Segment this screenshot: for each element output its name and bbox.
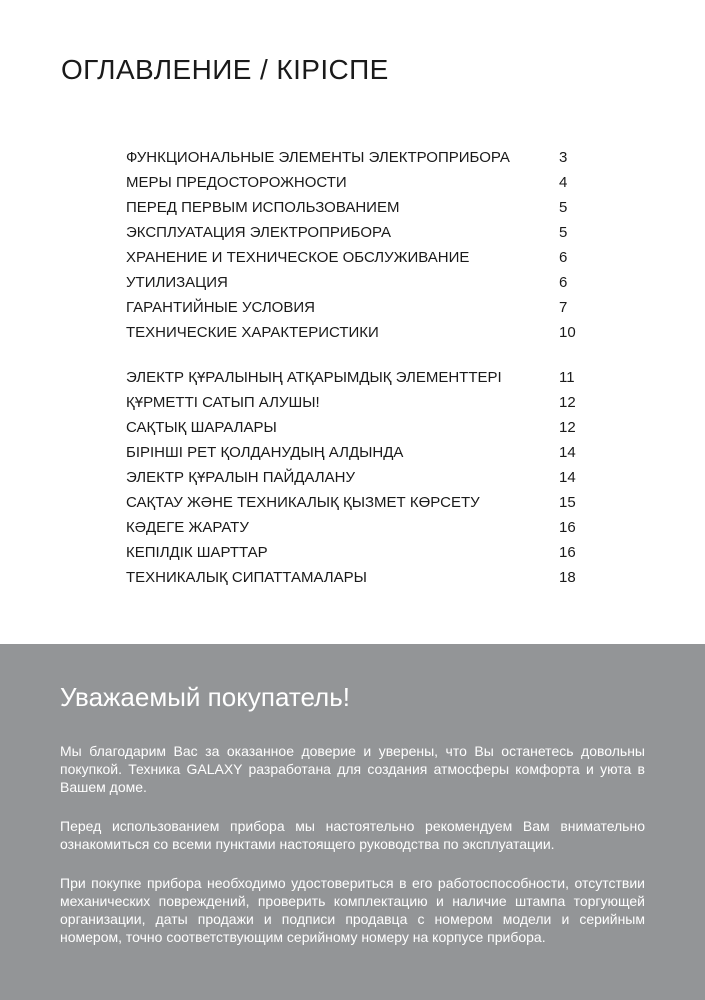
- toc-entry-label: ТЕХНИКАЛЫҚ СИПАТТАМАЛАРЫ: [126, 569, 367, 586]
- toc-entry-label: МЕРЫ ПРЕДОСТОРОЖНОСТИ: [126, 174, 347, 191]
- toc-entry-page: 3: [559, 149, 568, 166]
- toc-entry: [126, 270, 581, 295]
- toc-entry-page: 16: [559, 544, 576, 561]
- greeting-panel: [0, 644, 705, 1000]
- toc-entry: [126, 220, 581, 245]
- toc-entry-page: 15: [559, 494, 576, 511]
- toc-entry-label: ЭКСПЛУАТАЦИЯ ЭЛЕКТРОПРИБОРА: [126, 224, 392, 241]
- toc-entry: [126, 415, 581, 440]
- toc-entry: [126, 195, 581, 220]
- toc-entry-label: ПЕРЕД ПЕРВЫМ ИСПОЛЬЗОВАНИЕМ: [126, 199, 400, 216]
- toc-entry-page: 12: [559, 419, 576, 436]
- toc-entry-page: 18: [559, 569, 576, 586]
- toc-entry-label: ЭЛЕКТР ҚҰРАЛЫН ПАЙДАЛАНУ: [126, 469, 356, 486]
- toc-entry-page: 10: [559, 324, 576, 341]
- toc-entry-label: САҚТАУ ЖӘНЕ ТЕХНИКАЛЫҚ ҚЫЗМЕТ КӨРСЕТУ: [126, 494, 480, 511]
- toc-entry: [126, 320, 581, 345]
- toc-entry: [126, 295, 581, 320]
- toc-entry: [126, 390, 581, 415]
- toc-entry: [126, 170, 581, 195]
- toc-entry: [126, 440, 581, 465]
- toc-entry: [126, 540, 581, 565]
- toc-entry-page: 14: [559, 444, 576, 461]
- toc-entry-label: УТИЛИЗАЦИЯ: [126, 274, 228, 291]
- page-title: ОГЛАВЛЕНИЕ / КІРІСПЕ: [61, 54, 389, 85]
- toc-russian: [126, 145, 581, 345]
- toc-entry: [126, 515, 581, 540]
- greeting-heading: Уважаемый покупатель!: [60, 682, 350, 712]
- toc-entry-page: 7: [559, 299, 568, 316]
- toc-entry: [126, 565, 581, 590]
- toc-entry-label: КЕПІЛДІК ШАРТТАР: [126, 544, 268, 561]
- toc-entry: [126, 365, 581, 390]
- toc-entry: [126, 465, 581, 490]
- toc-entry-page: 5: [559, 199, 568, 216]
- toc-entry-page: 6: [559, 274, 568, 291]
- greeting-paragraph: При покупке прибора необходимо удостовериться в его работоспособности, отсутствии механических повреждений, проверить комплектацию и наличие штампа торгующей организации, даты продажи и подписи продавца с номером модели и серийным номером, точно соответствующим серийному номеру на корпусе прибора.: [60, 875, 645, 945]
- toc-entry: [126, 145, 581, 170]
- toc-entry-label: КӘДЕГЕ ЖАРАТУ: [126, 519, 249, 536]
- toc-entry-label: ХРАНЕНИЕ И ТЕХНИЧЕСКОЕ ОБСЛУЖИВАНИЕ: [126, 249, 470, 266]
- greeting-paragraph: Мы благодарим Вас за оказанное доверие и уверены, что Вы останетесь довольны покупкой. Техника GALAXY разработана для создания атмосферы комфорта и уюта в Вашем доме.: [60, 743, 645, 795]
- toc-entry-page: 11: [559, 369, 575, 386]
- toc-entry-label: ҚҰРМЕТТІ САТЫП АЛУШЫ!: [126, 394, 320, 411]
- toc-entry-page: 12: [559, 394, 576, 411]
- greeting-paragraph: Перед использованием прибора мы настоятельно рекомендуем Вам внимательно ознакомиться со всеми пунктами настоящего руководства по эксплуатации.: [60, 818, 645, 852]
- toc-entry-page: 16: [559, 519, 576, 536]
- toc-entry-label: ТЕХНИЧЕСКИЕ ХАРАКТЕРИСТИКИ: [126, 324, 379, 341]
- toc-kazakh: [126, 365, 581, 590]
- toc-entry-page: 6: [559, 249, 568, 266]
- toc-entry-label: САҚТЫҚ ШАРАЛАРЫ: [126, 419, 277, 436]
- toc-entry-page: 5: [559, 224, 568, 241]
- toc-entry: [126, 490, 581, 515]
- toc-entry-label: ГАРАНТИЙНЫЕ УСЛОВИЯ: [126, 299, 315, 316]
- toc-entry-label: ЭЛЕКТР ҚҰРАЛЫНЫҢ АТҚАРЫМДЫҚ ЭЛЕМЕНТТЕРІ: [126, 369, 502, 386]
- toc-entry: [126, 245, 581, 270]
- toc-entry-page: 14: [559, 469, 576, 486]
- toc-entry-page: 4: [559, 174, 568, 191]
- toc-entry-label: БІРІНШІ РЕТ ҚОЛДАНУДЫҢ АЛДЫНДА: [126, 444, 404, 461]
- toc-entry-label: ФУНКЦИОНАЛЬНЫЕ ЭЛЕМЕНТЫ ЭЛЕКТРОПРИБОРА: [126, 149, 510, 166]
